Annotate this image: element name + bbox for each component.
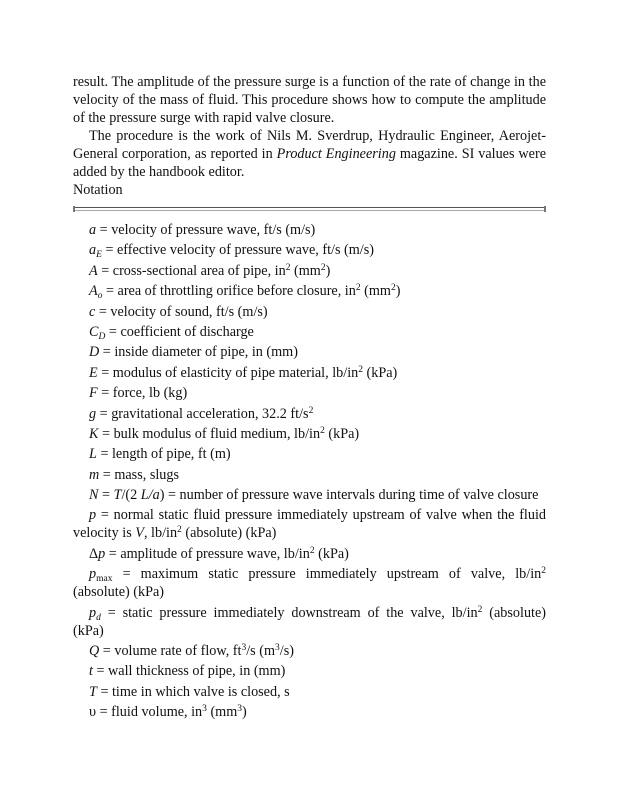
definition: /s) — [279, 643, 294, 660]
symbol: N — [89, 487, 99, 504]
symbol: T — [89, 683, 97, 700]
notation-item — [73, 466, 546, 484]
notation-item — [73, 425, 546, 443]
superscript: 3 — [241, 643, 247, 654]
definition: (kPa) — [363, 364, 398, 381]
definition: /s (m — [246, 643, 275, 660]
definition: = amplitude of pressure wave, lb/in — [105, 545, 310, 562]
symbol: E — [89, 364, 98, 381]
superscript: 2 — [355, 283, 361, 294]
definition: = bulk modulus of fluid medium, lb/in — [98, 425, 321, 442]
notation-item — [73, 221, 546, 239]
symbol: C — [89, 323, 99, 340]
superscript: 2 — [541, 566, 546, 577]
definition: = time in which valve is closed, s — [96, 683, 290, 700]
definition: (kPa) — [324, 425, 360, 442]
paragraph-credit — [73, 127, 546, 181]
symbol: p — [89, 566, 97, 583]
definition: = velocity of sound, ft/s (m/s) — [95, 303, 268, 320]
symbol: L — [89, 446, 97, 463]
credit-text: The procedure is the work of Nils M. Sverdrup, Hydraulic Engineer, Aerojet-General corporation, as reported in — [73, 128, 546, 162]
horizontal-rule — [73, 207, 546, 211]
definition: = mass, slugs — [99, 466, 179, 483]
notation-item — [73, 364, 546, 382]
definition: = maximum static pressure immediately upstream of valve, lb/in — [112, 566, 542, 583]
paragraph-text: result. The amplitude of the pressure surge is a function of the rate of change in the velocity of the mass of fluid. This procedure shows how to compute the amplitude of the pressure surge with rapid valve closure. — [73, 74, 546, 126]
subscript: o — [97, 291, 103, 302]
definition: = inside diameter of pipe, in (mm) — [99, 344, 298, 361]
notation-list — [73, 221, 546, 721]
definition: = — [98, 487, 114, 504]
superscript: 2 — [358, 364, 363, 375]
definition: ) = number of pressure wave intervals during time of valve closure — [159, 487, 539, 504]
definition: (kPa) — [314, 545, 349, 562]
superscript: 2 — [320, 262, 326, 273]
notation-item — [73, 565, 546, 601]
subscript: max — [96, 574, 113, 585]
notation-item — [73, 703, 546, 721]
notation-item — [73, 486, 546, 504]
symbol: D — [89, 344, 100, 361]
definition: = normal static fluid pressure immediately upstream of valve when the fluid velocity is — [73, 507, 546, 542]
definition: (absolute) (kPa) — [73, 584, 165, 601]
symbol: K — [89, 425, 99, 442]
magazine-title: Product Engineering — [276, 146, 396, 162]
notation-item — [73, 445, 546, 463]
symbol: t — [89, 663, 93, 680]
notation-item — [73, 545, 546, 563]
definition: = cross-sectional area of pipe, in — [97, 262, 286, 279]
definition: , lb/in — [143, 525, 178, 542]
definition: = effective velocity of pressure wave, ft/s (m/s) — [101, 242, 374, 259]
notation-item — [73, 303, 546, 321]
definition: (absolute) (kPa) — [73, 604, 546, 639]
superscript: 2 — [308, 405, 314, 416]
definition: = modulus of elasticity of pipe material, lb/in — [97, 364, 359, 381]
superscript: 2 — [177, 525, 182, 536]
definition: = volume rate of flow, ft — [99, 643, 242, 660]
definition: (mm — [206, 704, 238, 721]
definition: (mm — [290, 262, 321, 279]
notation-item — [73, 506, 546, 542]
symbol: F — [89, 385, 98, 402]
notation-heading: Notation — [73, 182, 123, 198]
subscript: d — [96, 612, 101, 623]
document-page — [73, 73, 546, 724]
superscript: 2 — [477, 604, 483, 615]
definition: = static pressure immediately downstream of the valve, lb/in — [100, 604, 478, 621]
notation-item — [73, 241, 546, 259]
symbol: L/a — [140, 487, 160, 504]
definition: = area of throttling orifice before closure, in — [102, 283, 356, 300]
superscript: 3 — [202, 704, 207, 715]
superscript: 3 — [237, 704, 242, 715]
definition: (absolute) (kPa) — [181, 525, 277, 542]
symbol: g — [89, 405, 97, 422]
symbol: Q — [89, 643, 100, 660]
notation-item — [73, 683, 546, 701]
notation-item — [73, 384, 546, 402]
definition: = coefficient of discharge — [105, 323, 254, 340]
definition: = fluid volume, in — [96, 704, 203, 721]
notation-item — [73, 405, 546, 423]
symbol: υ — [89, 704, 97, 721]
definition: = velocity of pressure wave, ft/s (m/s) — [96, 222, 316, 238]
symbol: A — [89, 283, 98, 300]
superscript: 2 — [390, 283, 396, 294]
notation-item — [73, 282, 546, 300]
definition: (mm — [360, 283, 391, 300]
definition: = force, lb (kg) — [97, 385, 188, 402]
superscript: 3 — [275, 643, 280, 654]
notation-item — [73, 604, 546, 640]
symbol: A — [89, 262, 98, 279]
symbol: p — [89, 604, 97, 621]
symbol: p — [98, 545, 106, 562]
notation-item — [73, 662, 546, 680]
credit-text-end: magazine. SI values were added by the handbook editor. — [73, 146, 546, 180]
subscript: D — [98, 331, 106, 342]
notation-item — [73, 343, 546, 361]
symbol: m — [89, 466, 100, 483]
notation-item — [73, 323, 546, 341]
superscript: 2 — [320, 425, 325, 436]
definition: ) — [325, 262, 331, 279]
symbol: a — [89, 222, 97, 238]
definition: ) — [242, 704, 247, 721]
symbol: a — [89, 242, 97, 259]
symbol: p — [89, 507, 97, 524]
notation-item — [73, 642, 546, 660]
definition: = gravitational acceleration, 32.2 ft/s — [96, 405, 309, 422]
symbol: c — [89, 303, 96, 320]
definition: /(2 — [121, 487, 141, 504]
definition: = wall thickness of pipe, in (mm) — [92, 663, 286, 680]
symbol: T — [113, 487, 122, 504]
symbol: V — [135, 525, 144, 542]
superscript: 2 — [285, 262, 291, 273]
paragraph-intro — [73, 73, 546, 127]
definition: ) — [395, 283, 401, 300]
definition: = length of pipe, ft (m) — [96, 446, 231, 463]
symbol: Δ — [89, 545, 99, 562]
notation-item — [73, 262, 546, 280]
subscript: E — [96, 250, 102, 261]
superscript: 2 — [309, 545, 315, 556]
